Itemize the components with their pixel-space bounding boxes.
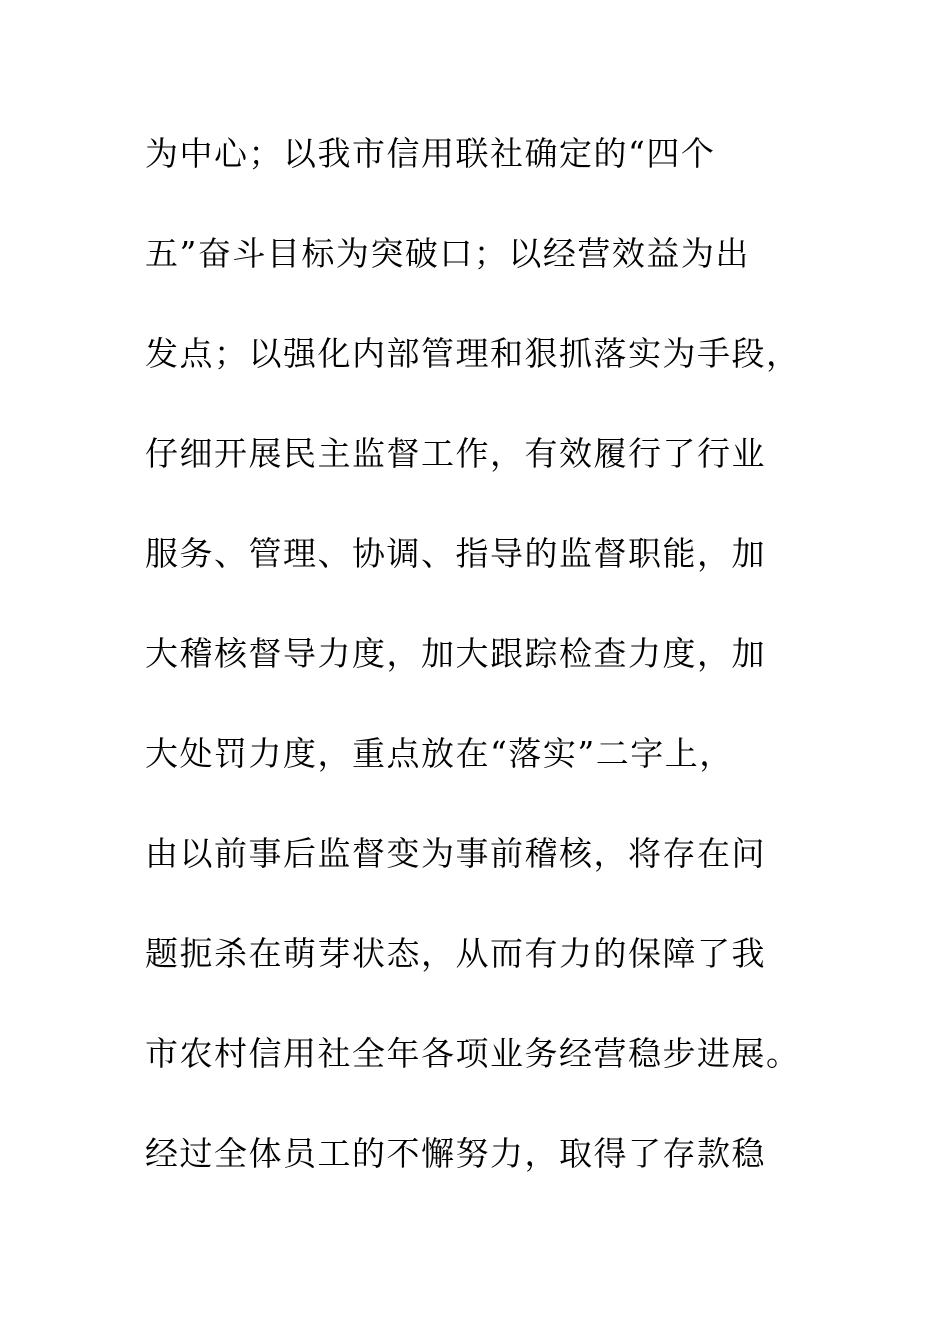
text-line: 由以前事后监督变为事前稽核，将存在问: [145, 834, 766, 873]
text-line: 大稽核督导力度，加大跟踪检查力度，加: [145, 634, 766, 673]
text-line: 大处罚力度，重点放在“落实”二字上，: [145, 734, 734, 773]
text-line: 服务、管理、协调、指导的监督职能，加: [145, 534, 766, 573]
text-line: 仔细开展民主监督工作，有效履行了行业: [145, 434, 766, 473]
text-line: 题扼杀在萌芽状态，从而有力的保障了我: [145, 934, 766, 973]
text-line: 为中心；以我市信用联社确定的“四个: [145, 134, 716, 173]
text-line: 发点；以强化内部管理和狠抓落实为手段，: [145, 334, 801, 373]
text-line: 五”奋斗目标为突破口；以经营效益为出: [145, 234, 750, 273]
text-line: 市农村信用社全年各项业务经营稳步进展。: [145, 1034, 801, 1073]
body-text: [145, 128, 845, 1228]
text-line: 经过全体员工的不懈努力，取得了存款稳: [145, 1134, 766, 1173]
